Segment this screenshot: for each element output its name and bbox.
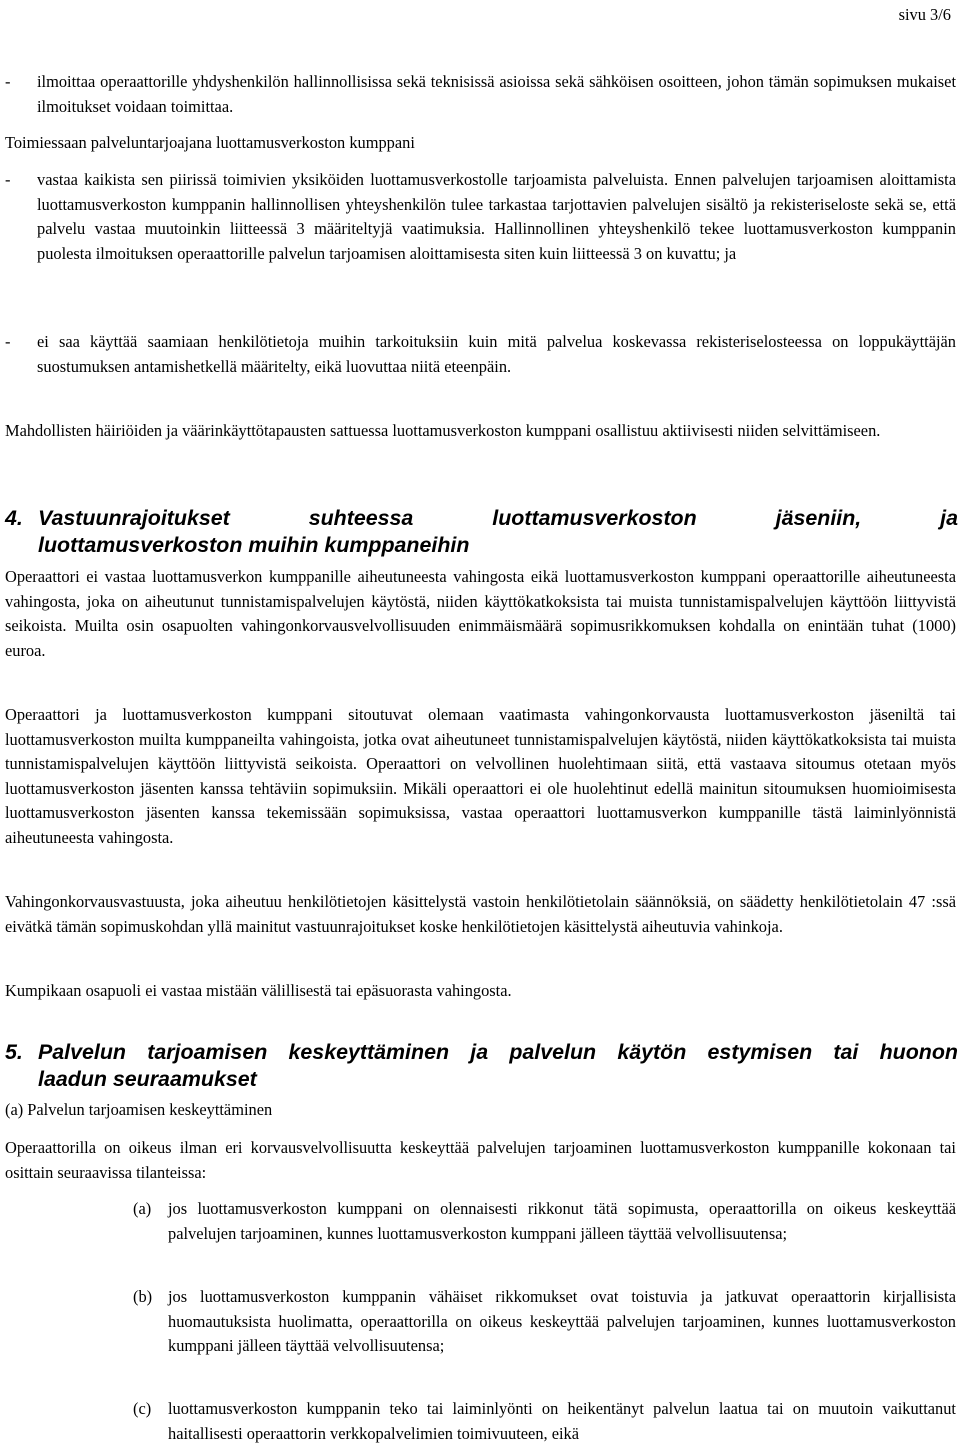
list-item-responsibility: vastaa kaikista sen piirissä toimivien yksiköiden luottamusverkostolle tarjoamista palveluista. Ennen palvelujen tarjoamisen aloittamista luottamusverkoston kumppanin hallinnollisen yhteyshenkilön tulee tarkastaa tarjottavien palvelujen sisältö ja rekisteriseloste sekä se, että palvelu vastaa muutoinkin liitteessä 3 määriteltyjä vaatimuksia. Hallinnollinen yhteyshenkilö tekee luottamusverkoston kumppanin puolesta ilmoituksen operaattorille palvelun tarjoamisen aloittamisesta siten kuin liitteessä 3 on kuvattu; ja: [37, 170, 956, 263]
list-item-a: jos luottamusverkoston kumppani on olennaisesti rikkonut tätä sopimusta, operaattorilla on oikeus keskeyttää palvelujen tarjoaminen, kunnes luottamusverkoston kumppani jälleen täyttää velvollisuutensa;: [168, 1199, 956, 1243]
section-4-number: 4.: [5, 506, 23, 530]
section-5-title-line1: Palvelun tarjoamisen keskeyttäminen ja palvelun käytön estymisen tai huonon: [38, 1040, 958, 1064]
section-4-title-line2: luottamusverkoston muihin kumppaneihin: [38, 533, 470, 557]
section-5-title-line2: laadun seuraamukset: [38, 1067, 257, 1091]
list-item-personal-data: ei saa käyttää saamiaan henkilötietoja muihin tarkoituksiin kuin mitä palvelua koskevassa rekisteriselosteessa on loppukäyttäjän suostumuksen antamishetkellä määritelty, eikä luovuttaa niitä eteenpäin.: [37, 332, 956, 376]
section-4-paragraph-3: Vahingonkorvausvastuusta, joka aiheutuu henkilötietojen käsittelystä vastoin henkilötietolain säännöksiä, on säädetty henkilötietolain 47 :ssä eivätkä tämän sopimuskohdan yllä mainitut vastuunrajoitukset koske henkilötietojen käsittelystä aiheutuvia vahinkoja.: [5, 892, 956, 936]
list-item-label: (c): [133, 1399, 152, 1418]
section-4-paragraph-2: Operaattori ja luottamusverkoston kumppani sitoutuvat olemaan vaatimasta vahingonkorvausta luottamusverkoston jäseniltä tai luottamusverkoston muilta kumppaneilta vahingoista, jotka ovat aiheutuneet tunnistamispalvelujen käytöstä, niiden käyttökatkoksista tai muista tunnistamispalvelujen käyttöön liittyvistä seikoista. Operaattori on velvollinen huolehtimaan siitä, että vastaava sitoumus otetaan myös luottamusverkoston jäsenten kanssa tehtäviin sopimuksiin. Mikäli operaattori ei ole huolehtinut edellä mainitun sitoumuksen huomioimisesta luottamusverkoston jäsenten kanssa tekemissään sopimuksissa, vastaa operaattori luottamusverkon kumppanille tästä laiminlyönnistä aiheutuneesta vahingosta.: [5, 705, 956, 847]
list-item-label: (b): [133, 1287, 153, 1306]
page-number: sivu 3/6: [898, 5, 951, 24]
section-5-subtitle: (a) Palvelun tarjoamisen keskeyttäminen: [5, 1100, 273, 1119]
paragraph-incidents: Mahdollisten häiriöiden ja väärinkäyttötapausten sattuessa luottamusverkoston kumppani osallistuu aktiivisesti niiden selvittämiseen.: [5, 421, 881, 440]
section-4-paragraph-1: Operaattori ei vastaa luottamusverkon kumppanille aiheutuneesta vahingosta eikä luottamusverkoston kumppani operaattorille aiheutuneesta vahingosta, joka on aiheutunut tunnistamispalvelujen käytöstä, niiden käyttökatkoksista tai muista tunnistamispalvelujen käyttöön liittyvistä seikoista. Muilta osin osapuolten vahingonkorvausvelvollisuuden enimmäismäärä sopimusrikkomuksen kohdalla on enintään tuhat (1000) euroa.: [5, 567, 956, 660]
list-item-b: jos luottamusverkoston kumppanin vähäiset rikkomukset ovat toistuvia ja jatkuvat operaattorin kirjallisista huomautuksista huolimatta, operaattorilla on oikeus keskeyttää palvelujen tarjoaminen, kunnes luottamusverkoston kumppani jälleen täyttää velvollisuutensa;: [168, 1287, 956, 1356]
list-dash: -: [5, 170, 11, 189]
section-5-heading: [5, 1039, 958, 1095]
section-4-title-line1: Vastuunrajoitukset suhteessa luottamusverkoston jäseniin, ja: [38, 506, 958, 530]
section-5-number: 5.: [5, 1040, 23, 1064]
section-4-paragraph-4: Kumpikaan osapuoli ei vastaa mistään välillisestä tai epäsuorasta vahingosta.: [5, 981, 512, 1000]
list-dash: -: [5, 72, 11, 91]
paragraph-service-provider-intro: Toimiessaan palveluntarjoajana luottamusverkoston kumppani: [5, 133, 415, 152]
list-dash: -: [5, 332, 11, 351]
list-item-label: (a): [133, 1199, 152, 1218]
list-item-c: luottamusverkoston kumppanin teko tai laiminlyönti on heikentänyt palvelun laatua tai on muutoin vaikuttanut haitallisesti operaattorin verkkopalvelimien toimivuuteen, eikä: [168, 1399, 956, 1443]
list-item-contact: ilmoittaa operaattorille yhdyshenkilön hallinnollisissa sekä teknisissä asioissa sekä sähköisen osoitteen, johon tämän sopimuksen mukaiset ilmoitukset voidaan toimittaa.: [37, 72, 956, 116]
section-4-heading: [5, 505, 958, 561]
section-5-paragraph-1: Operaattorilla on oikeus ilman eri korvausvelvollisuutta keskeyttää palvelujen tarjoaminen luottamusverkoston kumppanille kokonaan tai osittain seuraavissa tilanteissa:: [5, 1138, 956, 1182]
